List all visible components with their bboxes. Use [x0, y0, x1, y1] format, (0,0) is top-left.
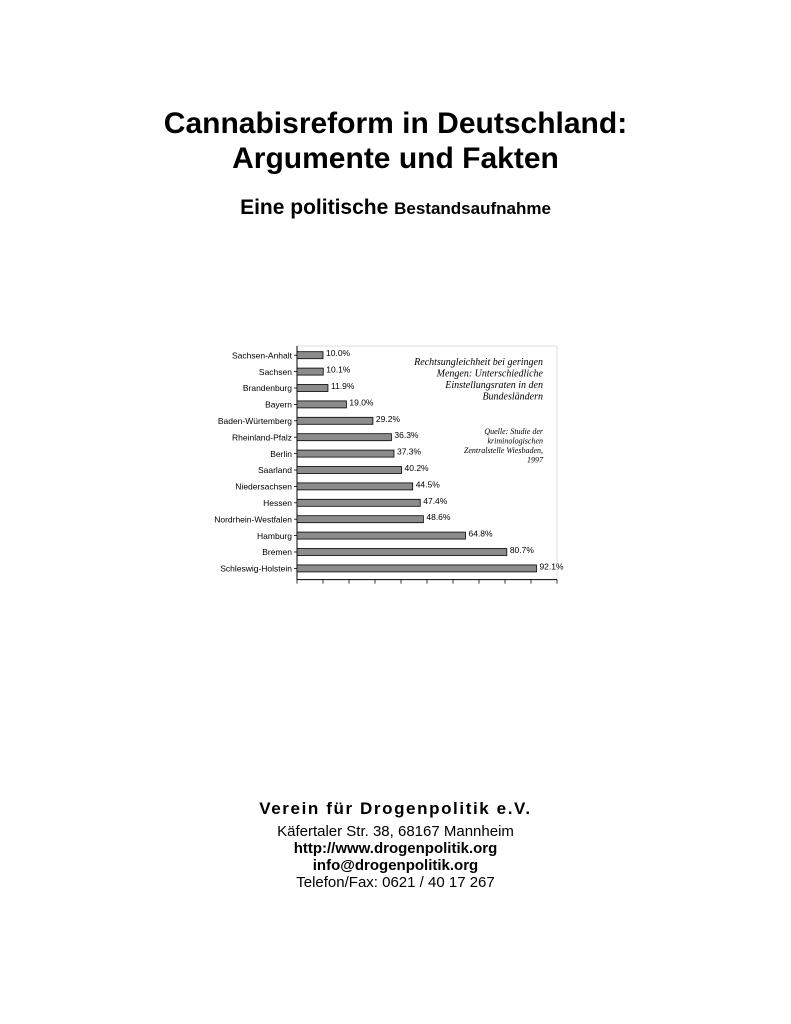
bar: [297, 401, 346, 408]
category-label: Hessen: [263, 498, 292, 508]
value-label: 44.5%: [415, 479, 440, 490]
category-label: Hamburg: [257, 530, 292, 541]
bar: [297, 483, 413, 490]
document-title-line1: Cannabisreform in Deutschland:: [163, 107, 628, 140]
category-label: Berlin: [270, 448, 292, 459]
source-text: Quelle: Studie der: [484, 427, 543, 436]
organization-email: info@drogenpolitik.org: [312, 857, 479, 874]
category-label: Sachsen: [258, 366, 292, 377]
bar: [297, 368, 323, 375]
annotation-text: Rechtsungleichheit bei geringen: [414, 357, 543, 368]
category-label: Nordrhein-Westfalen: [214, 514, 292, 525]
category-label: Brandenburg: [242, 383, 292, 394]
document-subtitle: [0, 196, 791, 220]
value-label: 64.8%: [468, 528, 493, 539]
value-label: 37.3%: [396, 446, 422, 457]
subtitle-part-a: Eine politische: [240, 196, 389, 219]
category-label: Saarland: [257, 465, 292, 476]
value-label: 10.1%: [326, 364, 351, 375]
value-label: 19.0%: [349, 397, 374, 408]
bar: [297, 434, 391, 441]
bar: [297, 467, 402, 474]
source-text: Zentralstelle Wiesbaden,: [463, 446, 543, 455]
value-label: 10.0%: [326, 348, 351, 359]
bar: [297, 499, 420, 506]
bar: [297, 549, 507, 556]
value-label: 29.2%: [375, 413, 401, 424]
bar-chart: [205, 340, 575, 590]
source-text: kriminologischen: [487, 436, 543, 446]
bar: [297, 385, 328, 392]
value-label: 92.1%: [539, 561, 564, 572]
value-label: 48.6%: [426, 512, 451, 523]
value-label: 40.2%: [404, 463, 429, 473]
value-label: 47.4%: [423, 495, 448, 506]
bar: [297, 417, 373, 424]
bar: [297, 565, 536, 572]
subtitle-part-b: Bestandsaufnahme: [394, 199, 551, 218]
category-label: Rheinland-Pfalz: [231, 432, 292, 443]
bar: [297, 450, 394, 457]
organization-name: Verein für Drogenpolitik e.V.: [259, 799, 532, 818]
category-label: Bayern: [265, 399, 292, 410]
category-label: Bremen: [262, 547, 292, 558]
source-text: 1997: [527, 455, 543, 465]
category-label: Niedersachsen: [235, 481, 292, 492]
organization-address: Käfertaler Str. 38, 68167 Mannheim: [277, 823, 514, 840]
annotation-text: Mengen: Unterschiedliche: [436, 368, 543, 380]
bar: [297, 516, 423, 523]
value-label: 36.3%: [394, 430, 419, 441]
organization-phone: Telefon/Fax: 0621 / 40 17 267: [296, 874, 495, 891]
document-title-line2: Argumente und Fakten: [232, 142, 559, 175]
category-label: Baden-Würtemberg: [217, 416, 292, 426]
annotation-text: Bundesländern: [482, 391, 543, 403]
bar: [297, 532, 465, 539]
annotation-text: Einstellungsraten in den: [445, 380, 543, 391]
organization-website: http://www.drogenpolitik.org: [293, 840, 498, 857]
value-label: 11.9%: [330, 381, 355, 391]
value-label: 80.7%: [509, 545, 534, 555]
category-label: Sachsen-Anhalt: [231, 350, 292, 361]
category-label: Schleswig-Holstein: [220, 563, 292, 574]
bar: [297, 352, 323, 359]
